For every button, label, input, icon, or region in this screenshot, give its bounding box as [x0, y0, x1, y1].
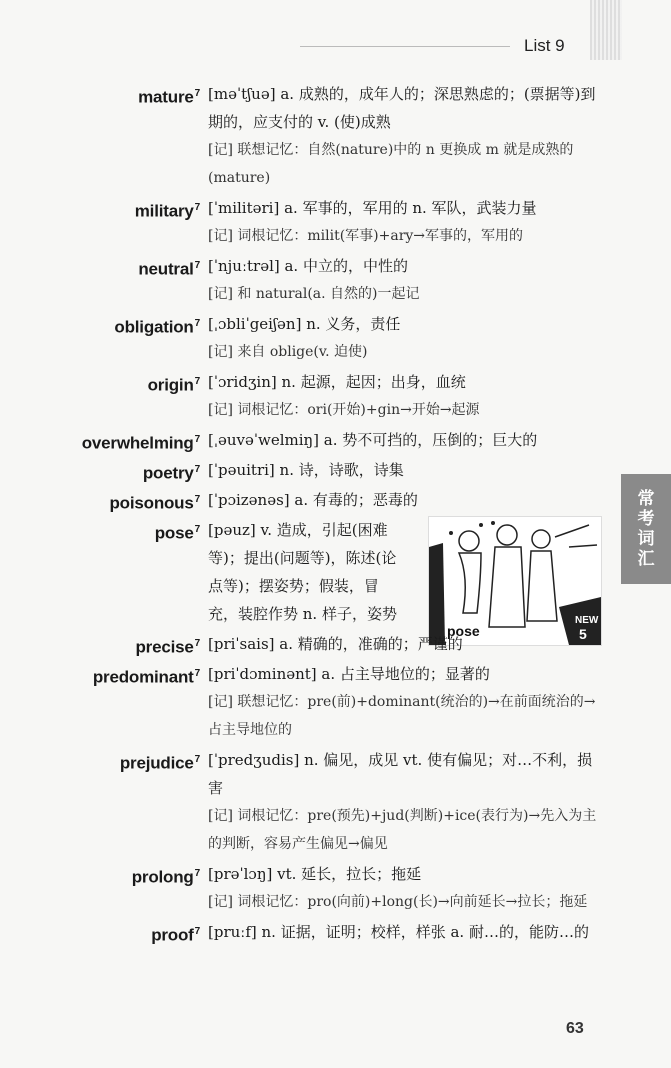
definition: [ˈnjuːtrəl] a. 中立的，中性的 [208, 257, 408, 275]
side-tab-char: 常 [637, 489, 655, 509]
headword: proof$^7$ [151, 925, 200, 945]
definition: [ˌəuvəˈwelmiŋ] a. 势不可挡的，压倒的；巨大的 [208, 431, 538, 449]
definition: [pruːf] n. 证据，证明；校样，样张 a. 耐…的，能防…的 [208, 923, 589, 941]
side-tab [621, 474, 671, 584]
side-tab-char: 词 [637, 529, 655, 549]
entry-poetry [0, 456, 620, 484]
definition: [ˈpɔizənəs] a. 有毒的；恶毒的 [208, 491, 418, 509]
definition: [ˈpəuitri] n. 诗，诗歌，诗集 [208, 461, 404, 479]
headword: precise$^7$ [135, 637, 200, 657]
definition: [priˈdɔminənt] a. 占主导地位的；显著的 [208, 665, 490, 683]
entry-military [0, 194, 620, 250]
scan-artifact [590, 0, 622, 60]
memory-note: [记] 和 natural(a. 自然的)一起记 [208, 286, 420, 302]
page-header-title: List 9 [524, 36, 565, 55]
entry-prejudice [0, 746, 620, 858]
definition: [ˈɔridʒin] n. 起源，起因；出身，血统 [208, 373, 466, 391]
entry-list [0, 80, 620, 948]
entry-poisonous [0, 486, 620, 514]
side-tab-char: 汇 [637, 549, 655, 569]
entry-prolong [0, 860, 620, 916]
memory-note: [记] 词根记忆：pre(预先)+jud(判断)+ice(表行为)→先入为主的判断，容易产生偏见→偏见 [208, 808, 597, 852]
memory-note: [记] 词根记忆：pro(向前)+long(长)→向前延长→拉长；拖延 [208, 894, 588, 910]
memory-note: [记] 词根记忆：ori(开始)+gin→开始→起源 [208, 402, 480, 418]
definition: [ˈpredʒudis] n. 偏见，成见 vt. 使有偏见；对…不利，损害 [208, 751, 593, 797]
headword: prejudice$^7$ [119, 753, 200, 773]
memory-note: [记] 词根记忆：milit(军事)+ary→军事的，军用的 [208, 228, 524, 244]
headword: military$^7$ [134, 201, 200, 221]
header-rule [300, 46, 510, 47]
headword: predominant$^7$ [92, 667, 200, 687]
headword: pose$^7$ [154, 523, 200, 543]
svg-text:5: 5 [579, 626, 587, 642]
definition: [məˈtʃuə] a. 成熟的，成年人的；深思熟虑的；(票据等)到期的，应支付的 v. (使)成熟 [208, 85, 596, 131]
side-tab-char: 考 [637, 509, 655, 529]
entry-precise [0, 630, 620, 658]
headword: prolong$^7$ [131, 867, 200, 887]
definition: [prəˈlɔŋ] vt. 延长，拉长；拖延 [208, 865, 422, 883]
entry-overwhelming [0, 426, 620, 454]
entry-pose [0, 516, 620, 642]
pose-illustration [428, 516, 602, 646]
image-caption: pose [447, 623, 480, 639]
entry-predominant [0, 660, 620, 744]
headword: neutral$^7$ [138, 259, 200, 279]
headword: poisonous$^7$ [109, 493, 200, 513]
definition: [pəuz] v. 造成，引起(困难等)；提出(问题等)，陈述(论点等)；摆姿势；假装，冒充，装腔作势 n. 样子，姿势 [208, 521, 397, 623]
page-number: 63 [566, 1020, 584, 1037]
definition: [ˌɔbliˈgeiʃən] n. 义务，责任 [208, 315, 401, 333]
definition: [ˈmilitəri] a. 军事的，军用的 n. 军队，武装力量 [208, 199, 537, 217]
entry-obligation [0, 310, 620, 366]
memory-note: [记] 联想记忆：自然(nature)中的 n 更换成 m 就是成熟的(mature) [208, 142, 574, 186]
headword: obligation$^7$ [114, 317, 200, 337]
svg-text:NEW: NEW [575, 615, 599, 626]
memory-note: [记] 来自 oblige(v. 迫使) [208, 344, 368, 360]
headword: origin$^7$ [147, 375, 200, 395]
entry-mature [0, 80, 620, 192]
entry-proof [0, 918, 620, 946]
headword: mature$^7$ [138, 87, 200, 107]
definition: [priˈsais] a. 精确的，准确的；严谨的 [208, 635, 463, 653]
headword: overwhelming$^7$ [81, 433, 200, 453]
entry-origin [0, 368, 620, 424]
headword: poetry$^7$ [142, 463, 200, 483]
entry-neutral [0, 252, 620, 308]
memory-note: [记] 联想记忆：pre(前)+dominant(统治的)→在前面统治的→占主导地位的 [208, 694, 596, 738]
